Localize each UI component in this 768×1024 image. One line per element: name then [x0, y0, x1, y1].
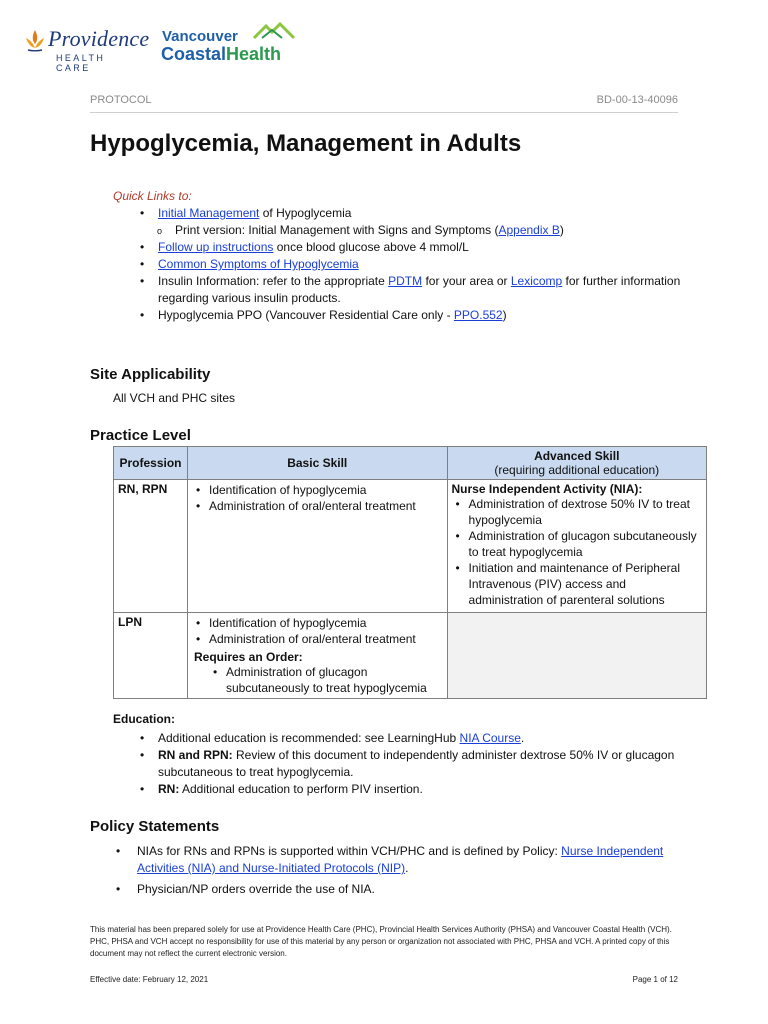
vch-wordmark-top: Vancouver: [162, 28, 238, 45]
page-title: Hypoglycemia, Management in Adults: [90, 130, 522, 157]
list-item: o Print version: Initial Management with Signs and Symptoms (Appendix B): [137, 222, 697, 239]
nia-policy-link[interactable]: Nurse Independent Activities (NIA) and Nurse-Initiated Protocols (NIP): [137, 844, 664, 875]
list-item: [137, 256, 697, 273]
basic-skill-cell: [187, 613, 447, 699]
list-item: • Hypoglycemia PPO (Vancouver Residential Care only - PPO.552): [137, 307, 697, 324]
follow-up-link[interactable]: Follow up instructions: [158, 240, 274, 254]
effective-date: Effective date: February 12, 2021: [90, 975, 209, 984]
education-list: [137, 730, 707, 798]
practice-level-table: [113, 446, 707, 699]
list-item: • Insulin Information: refer to the appropriate PDTM for your area or Lexicomp for further information regarding various insulin products.: [137, 273, 697, 307]
policy-list: [113, 843, 707, 898]
policy-statements-heading: Policy Statements: [90, 818, 220, 835]
initial-management-link[interactable]: Initial Management: [158, 206, 260, 220]
site-applicability-heading: Site Applicability: [90, 366, 211, 383]
list-item: • Follow up instructions once blood glucose above 4 mmol/L: [137, 239, 697, 256]
providence-wordmark: Providence: [48, 26, 150, 51]
list-item: • RN and RPN: Review of this document to independently administer dextrose 50% IV or glucagon subcutaneous to treat hypoglycemia.: [137, 747, 707, 781]
doc-type: PROTOCOL: [90, 94, 152, 106]
list-item: • Identification of hypoglycemia: [192, 615, 443, 631]
list-item: • NIAs for RNs and RPNs is supported within VCH/PHC and is defined by Policy: Nurse Independent Activities (NIA) and Nurse-Initiated Protocols (NIP).: [113, 843, 707, 877]
list-item: • Administration of dextrose 50% IV to treat hypoglycemia: [452, 496, 702, 528]
mountain-icon: [252, 22, 296, 40]
providence-logo: [22, 22, 150, 73]
advanced-skill-cell: [447, 480, 706, 613]
order-heading: Requires an Order:: [193, 650, 303, 664]
practice-level-heading: Practice Level: [90, 427, 191, 444]
vch-wordmark-bottom: CoastalHealth: [161, 44, 282, 64]
list-item: • Administration of glucagon subcutaneously to treat hypoglycemia: [452, 528, 702, 560]
list-item: • Initial Management of Hypoglycemia: [137, 205, 697, 222]
list-item: • Administration of glucagon subcutaneously to treat hypoglycemia: [209, 664, 443, 696]
site-applicability-text: All VCH and PHC sites: [113, 391, 236, 405]
appendix-b-link[interactable]: Appendix B: [498, 223, 560, 237]
list-item: • Administration of oral/enteral treatment: [192, 498, 443, 514]
table-row: [114, 613, 707, 699]
page-number: Page 1 of 12: [632, 975, 678, 984]
providence-flame-icon: [22, 28, 48, 54]
lexicomp-link[interactable]: Lexicomp: [510, 274, 563, 288]
education-heading: Education:: [113, 712, 175, 726]
list-item: • Additional education is recommended: see LearningHub NIA Course.: [137, 730, 707, 747]
pdtm-link[interactable]: PDTM: [388, 274, 423, 288]
quick-links-heading: Quick Links to:: [113, 189, 192, 203]
list-item: • Initiation and maintenance of Peripheral Intravenous (PIV) access and administration of parenteral solutions: [452, 560, 702, 608]
disclaimer: This material has been prepared solely for use at Providence Health Care (PHC), Provincial Health Services Authority (PHSA) and Vancouver Coastal Health (VCH). PHC, PHSA and VCH accept no responsibility for use of this material by any person or organization not associated with PHC, PHSA and VCH. A printed copy of this document may not reflect the current electronic version.: [90, 925, 672, 958]
list-item: • Identification of hypoglycemia: [192, 482, 443, 498]
profession-cell: RN, RPN: [114, 480, 188, 613]
table-row: [114, 480, 707, 613]
vch-logo: [160, 22, 300, 68]
ppo-552-link[interactable]: PPO.552: [453, 308, 503, 322]
quick-links-list: [137, 205, 697, 324]
list-item: • Administration of oral/enteral treatment: [192, 631, 443, 647]
list-item: • RN: Additional education to perform PIV insertion.: [137, 781, 707, 798]
common-symptoms-link[interactable]: Common Symptoms of Hypoglycemia: [158, 257, 359, 271]
col-basic-skill: Basic Skill: [187, 447, 447, 480]
nia-heading: Nurse Independent Activity (NIA):: [451, 482, 643, 496]
col-profession: Profession: [114, 447, 188, 480]
providence-subtitle: HEALTH CARE: [56, 53, 106, 73]
table-header-row: [114, 447, 707, 480]
advanced-skill-cell-empty: [447, 613, 706, 699]
header-divider: [90, 112, 678, 113]
profession-cell: LPN: [114, 613, 188, 699]
basic-skill-cell: [187, 480, 447, 613]
doc-id: BD-00-13-40096: [596, 94, 678, 106]
list-item: • Physician/NP orders override the use of NIA.: [113, 881, 707, 898]
col-advanced-skill: Advanced Skill (requiring additional education): [447, 447, 706, 480]
nia-course-link[interactable]: NIA Course: [459, 731, 521, 745]
